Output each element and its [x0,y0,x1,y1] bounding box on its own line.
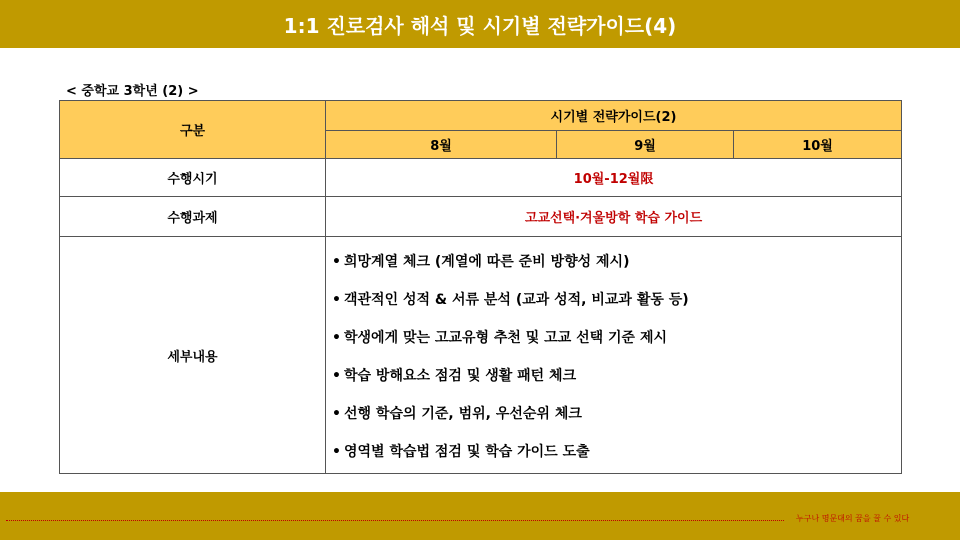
list-item: • 희망계열 체크 (계열에 따른 준비 방향성 제시) [332,245,901,283]
header-category: 구분 [60,101,326,159]
page-title: 1:1 진로검사 해석 및 시기별 전략가이드(4) [283,13,677,38]
row-value-task: 고교선택·겨울방학 학습 가이드 [326,197,902,237]
header-month-1: 8월 [326,131,557,159]
row-label-details: 세부내용 [60,237,326,474]
footer-slogan: 누구나 명문대의 꿈을 꿀 수 있다 [796,514,910,523]
bullet-icon: • [332,254,341,270]
bullet-icon: • [332,292,341,308]
bullet-icon: • [332,330,341,346]
strategy-guide-table [59,100,902,474]
details-list [332,245,901,473]
row-value-timing: 10월-12월限 [326,159,902,197]
bullet-icon: • [332,406,341,422]
list-item: • 선행 학습의 기준, 범위, 우선순위 체크 [332,397,901,435]
section-label: < 중학교 3학년 (2) > [66,84,199,99]
header-month-3: 10월 [734,131,902,159]
title-bar [0,0,960,48]
details-cell [326,237,902,474]
list-item: • 학습 방해요소 점검 및 생활 패턴 체크 [332,359,901,397]
footer-divider [6,520,784,521]
header-group: 시기별 전략가이드(2) [326,101,902,131]
bullet-icon: • [332,368,341,384]
list-item: • 영역별 학습법 점검 및 학습 가이드 도출 [332,435,901,473]
header-month-2: 9월 [557,131,734,159]
list-item: • 객관적인 성적 & 서류 분석 (교과 성적, 비교과 활동 등) [332,283,901,321]
row-label-timing: 수행시기 [60,159,326,197]
list-item: • 학생에게 맞는 고교유형 추천 및 고교 선택 기준 제시 [332,321,901,359]
row-label-task: 수행과제 [60,197,326,237]
bullet-icon: • [332,444,341,460]
